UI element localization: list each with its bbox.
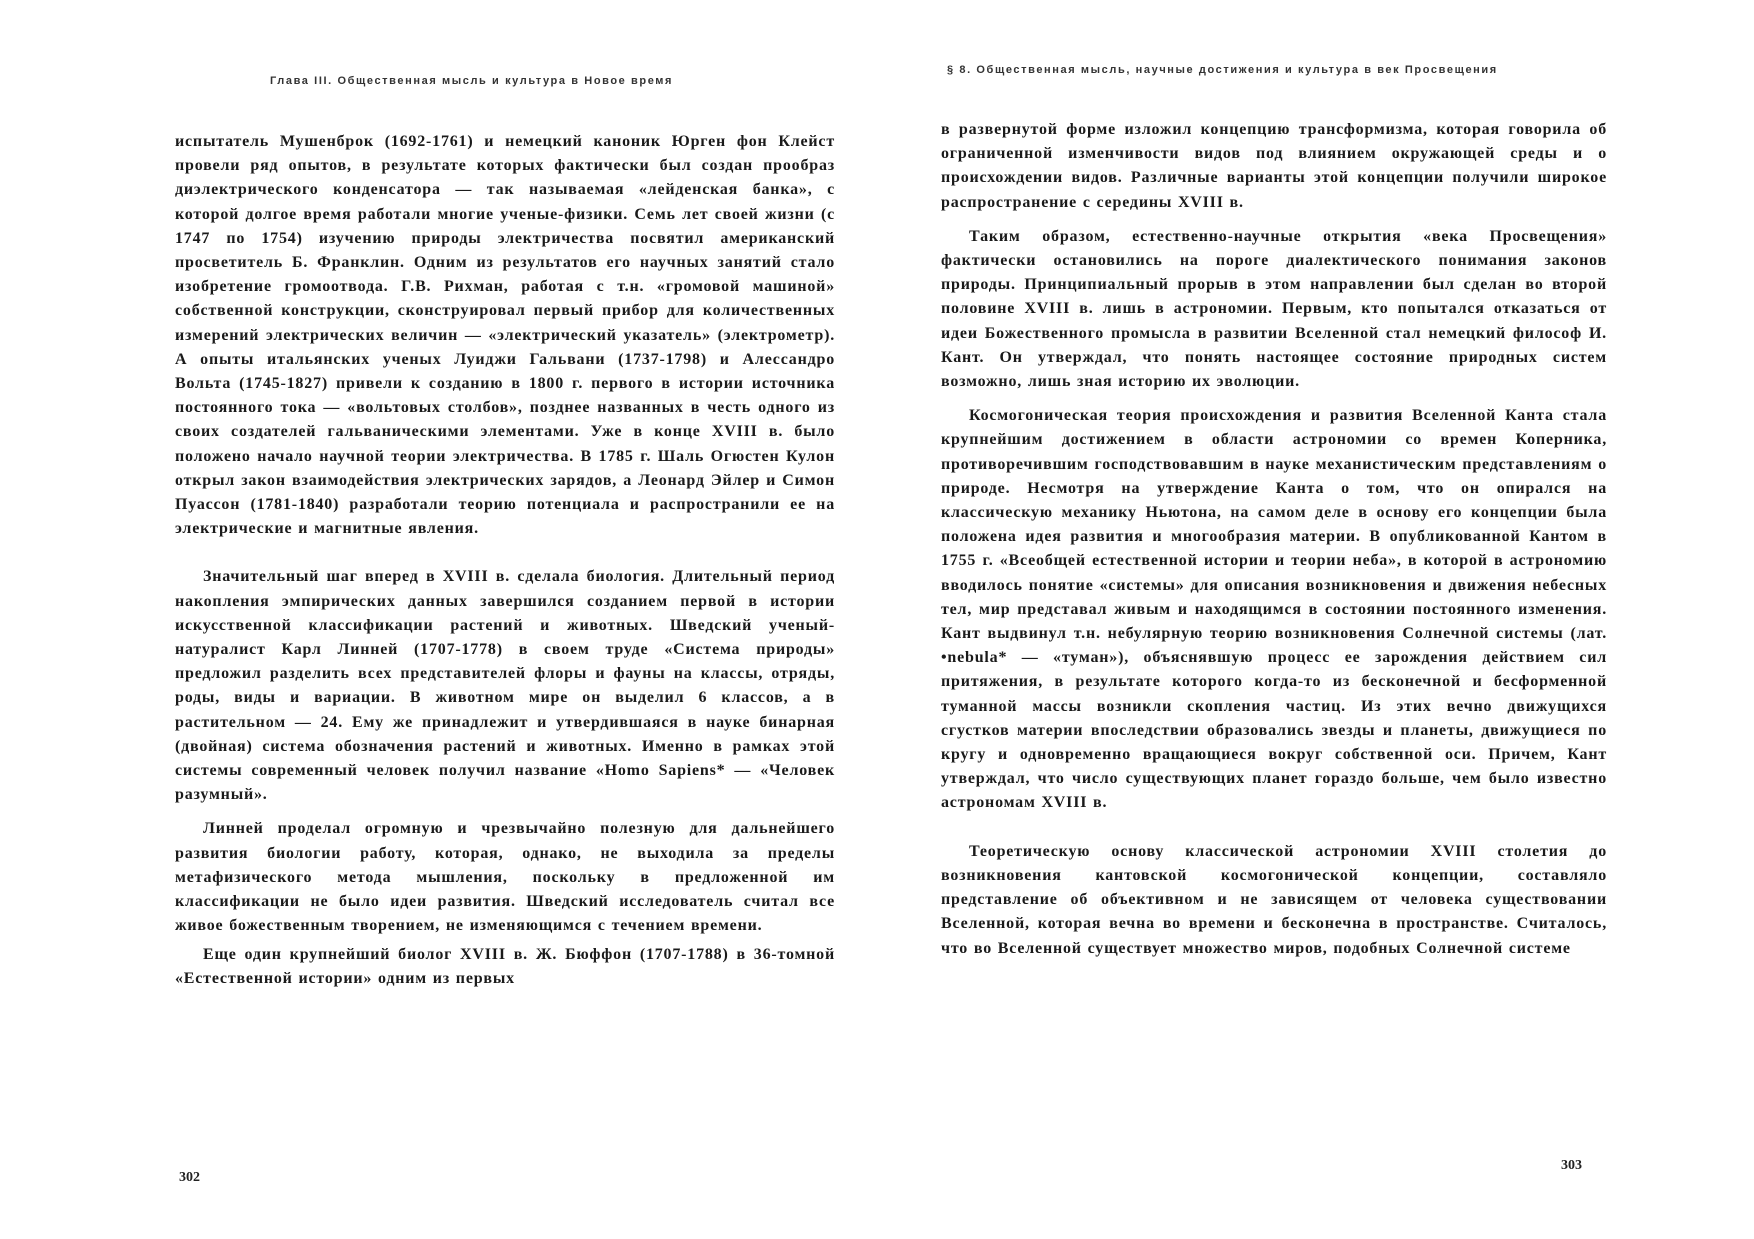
left-page-number: 302 [179, 1170, 200, 1185]
right-paragraph-2: Таким образом, естественно-научные открытия «века Просвещения» фактически остановились на пороге диалектического понимания законов природы. Принципиальный прорыв в этом направлении был сделан во второй половине XVIII в. лишь в астрономии. Первым, кто попытался отказаться от идеи Божественного промысла в развитии Вселенной стал немецкий философ И. Кант. Он утверждал, что понять настоящее состояние природных систем возможно, лишь зная историю их эволюции. [941, 227, 1607, 391]
left-paragraph-2: Значительный шаг вперед в XVIII в. сделала биология. Длительный период накопления эмпирических данных завершился созданием первой в истории искусственной классификации растений и животных. Шведский ученый-натуралист Карл Линней (1707-1778) в своем труде «Система природы» предложил разделить всех представителей флоры и фауны на классы, отряды, роды, виды и вариации. В животном мире он выделил 6 классов, а в растительном — 24. Ему же принадлежит и утвердившаяся в науке бинарная (двойная) система обозначения растений и животных. Именно в рамках этой системы современный человек получил название «Homo Sapiens* — «Человек разумный». [175, 568, 835, 804]
right-page [877, 0, 1754, 1239]
right-page-number: 303 [1561, 1158, 1582, 1173]
right-running-head: § 8. Общественная мысль, научные достижения и культура в век Просвещения [947, 64, 1498, 76]
right-paragraph-1: в развернутой форме изложил концепцию трансформизма, которая говорила об ограниченной изменчивости видов под влиянием окружающей среды и о происхождении видов. Различные варианты этой концепции получили широкое распространение с середины XVIII в. [941, 121, 1607, 211]
left-body-text [175, 130, 835, 991]
left-paragraph-4: Еще один крупнейший биолог XVIII в. Ж. Бюффон (1707-1788) в 36-томной «Естественной истории» одним из первых [175, 945, 835, 987]
right-paragraph-4: Теоретическую основу классической астрономии XVIII столетия до возникновения кантовской космогонической концепции, составляло представление об объективном и не зависящем от человека существовании Вселенной, которая вечна во времени и бесконечна в пространстве. Считалось, что во Вселенной существует множество миров, подобных Солнечной системе [941, 842, 1607, 957]
left-paragraph-3: Линней проделал огромную и чрезвычайно полезную для дальнейшего развития биологии работу, которая, однако, не выходила за пределы метафизического метода мышления, поскольку в предложенной им классификации не было идеи развития. Шведский исследователь считал все живое божественным творением, не изменяющимся с течением времени. [175, 820, 835, 935]
left-running-head: Глава III. Общественная мысль и культура в Новое время [270, 75, 674, 87]
right-body-text [941, 118, 1607, 961]
right-paragraph-3: Космогоническая теория происхождения и развития Вселенной Канта стала крупнейшим достижением в области астрономии со времен Коперника, противоречившим господствовавшим в науке механистическим представлениям о природе. Несмотря на утверждение Канта о том, что он опирался на классическую механику Ньютона, на самом деле в основу его концепции была положена идея развития и многообразия материи. В опубликованной Кантом в 1755 г. «Всеобщей естественной истории и теории неба», в которой в астрономию вводилось понятие «системы» для описания возникновения и движения небесных тел, мир представал живым и находящимся в состоянии постоянного изменения. Кант выдвинул т.н. небулярную теорию возникновения Солнечной системы (лат. •nebula* — «туман»), объяснявшую процесс ее зарождения действием сил притяжения, в результате которого когда-то из бесконечной и бесформенной туманной массы возникли скопления частиц. Из этих вечно движущихся сгустков материи впоследствии образовались звезды и планеты, движущиеся по кругу и одновременно вращающиеся вокруг собственной оси. Причем, Кант утверждал, что число существующих планет гораздо больше, чем было известно астрономам XVIII в. [941, 407, 1607, 812]
left-paragraph-1: испытатель Мушенброк (1692-1761) и немецкий каноник Юрген фон Клейст провели ряд опытов, в результате которых фактически был создан прообраз диэлектрического конденсатора — так называемая «лейденская банка», с которой долгое время работали многие ученые-физики. Семь лет своей жизни (с 1747 по 1754) изучению природы электричества посвятил американский просветитель Б. Франклин. Одним из результатов его научных занятий стало изобретение громоотвода. Г.В. Рихман, работая с т.н. «громовой машиной» собственной конструкции, сконструировал первый прибор для количественных измерений электрических величин — «электрический указатель» (электрометр). А опыты итальянских ученых Луиджи Гальвани (1737-1798) и Алессандро Вольта (1745-1827) привели к созданию в 1800 г. первого в истории источника постоянного тока — «вольтовых столбов», позднее названных в честь одного из своих создателей гальваническими элементами. Уже в конце XVIII в. было положено начало научной теории электричества. В 1785 г. Шаль Огюстен Кулон открыл закон взаимодействия электрических зарядов, а Леонард Эйлер и Симон Пуассон (1781-1840) разработали теорию потенциала и распространили ее на электрические и магнитные явления. [175, 133, 835, 538]
